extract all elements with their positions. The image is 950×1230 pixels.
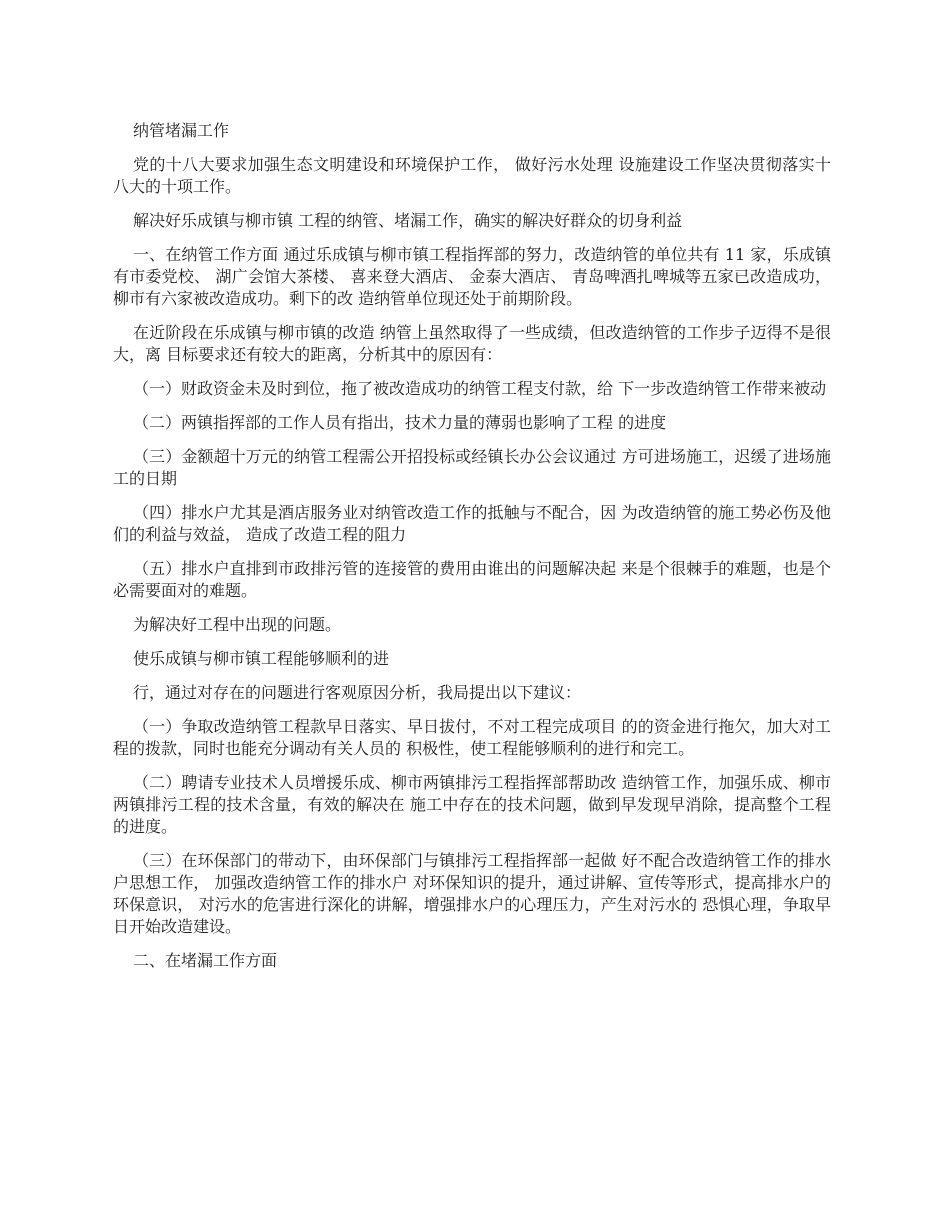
section-heading: 二、在堵漏工作方面 xyxy=(133,951,278,970)
section-heading: 纳管堵漏工作 xyxy=(133,121,230,140)
list-item: （三）在环保部门的带动下，由环保部门与镇排污工程指挥部一起做 好不配合改造纳管工作的排水户思想工作， 加强改造纳管工作的排水户 对环保知识的提升，通过讲解、宣传等形式，提高排水户的环保意识， 对污水的危害进行深化的讲解，增强排水户的心理压力，产生对污水的 恐惧心理，争取早日开始改造建设。 xyxy=(113,851,831,936)
list-item: （一）争取改造纳管工程款早日落实、早日拔付，不对工程完成项目 的的资金进行拖欠，加大对工程的拨款，同时也能充分调动有关人员的 积极性，使工程能够顺利的进行和完工。 xyxy=(113,717,831,758)
list-item: （三）金额超十万元的纳管工程需公开招投标或经镇长办公会议通过 方可进场施工，迟缓了进场施工的日期 xyxy=(113,447,831,488)
paragraph: 为解决好工程中出现的问题。 xyxy=(133,615,342,634)
paragraph: 党的十八大要求加强生态文明建设和环境保护工作， 做好污水处理 设施建设工作坚决贯彻落实十八大的十项工作。 xyxy=(113,155,831,196)
list-item: （一）财政资金未及时到位，拖了被改造成功的纳管工程支付款，给 下一步改造纳管工作带来被动 xyxy=(133,379,827,398)
paragraph: 行，通过对存在的问题进行客观原因分析，我局提出以下建议： xyxy=(133,683,582,702)
list-item: （二）聘请专业技术人员增援乐成、柳市两镇排污工程指挥部帮助改 造纳管工作，加强乐成、柳市两镇排污工程的技术含量，有效的解决在 施工中存在的技术问题，做到早发现早消除，提高整个工程的进度。 xyxy=(113,773,831,836)
document-body xyxy=(113,120,831,984)
paragraph: 一、在纳管工作方面 通过乐成镇与柳市镇工程指挥部的努力，改造纳管的单位共有 11 家，乐成镇有市委党校、 湖广会馆大茶楼、 喜来登大酒店、 金泰大酒店、 青岛啤酒扎啤城等五家已改造成功，柳市有六家被改造成功。剩下的改 造纳管单位现还处于前期阶段。 xyxy=(113,245,831,308)
paragraph: 在近阶段在乐成镇与柳市镇的改造 纳管上虽然取得了一些成绩，但改造纳管的工作步子迈得不是很大，离 目标要求还有较大的距离，分析其中的原因有： xyxy=(113,323,831,364)
paragraph: 使乐成镇与柳市镇工程能够顺利的进 xyxy=(133,649,390,668)
paragraph: 解决好乐成镇与柳市镇 工程的纳管、堵漏工作，确实的解决好群众的切身利益 xyxy=(133,211,683,230)
list-item: （五）排水户直排到市政排污管的连接管的费用由谁出的问题解决起 来是个很棘手的难题，也是个必需要面对的难题。 xyxy=(113,559,831,600)
list-item: （二）两镇指挥部的工作人员有指出，技术力量的薄弱也影响了工程 的进度 xyxy=(133,413,667,432)
list-item: （四）排水户尤其是酒店服务业对纳管改造工作的抵触与不配合，因 为改造纳管的施工势必伤及他们的利益与效益， 造成了改造工程的阻力 xyxy=(113,503,831,544)
